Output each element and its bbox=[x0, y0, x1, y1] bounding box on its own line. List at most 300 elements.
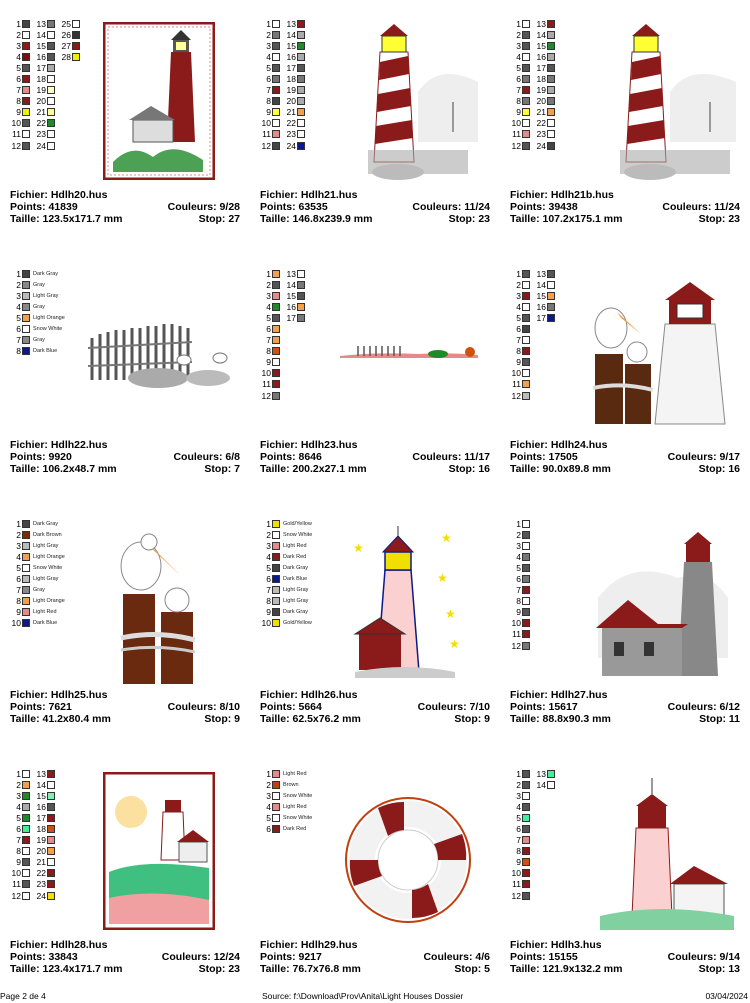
color-swatch bbox=[272, 119, 280, 127]
color-swatch bbox=[522, 642, 530, 650]
thread-index: 6 bbox=[266, 74, 271, 85]
file-name: Fichier: Hdlh21.hus bbox=[260, 189, 358, 201]
color-swatch bbox=[22, 336, 30, 344]
color-swatch bbox=[272, 542, 280, 550]
thread-color bbox=[10, 335, 65, 346]
thread-index: 10 bbox=[511, 118, 521, 129]
thread-color bbox=[35, 73, 55, 84]
thread-color bbox=[510, 618, 530, 629]
thread-color bbox=[10, 268, 65, 279]
color-swatch bbox=[522, 314, 530, 322]
thread-index: 17 bbox=[36, 62, 46, 73]
thread-index: 3 bbox=[16, 40, 21, 51]
svg-text:★: ★ bbox=[449, 637, 460, 651]
thread-color bbox=[510, 835, 530, 846]
color-swatch bbox=[272, 358, 280, 366]
thread-index: 4 bbox=[266, 801, 271, 812]
thread-color bbox=[35, 140, 55, 151]
design-info bbox=[10, 189, 240, 225]
color-swatch bbox=[272, 64, 280, 72]
design-info bbox=[10, 939, 240, 975]
thread-color bbox=[260, 357, 280, 368]
stop-count: Stop: 9 bbox=[204, 713, 240, 725]
thread-color bbox=[510, 812, 530, 823]
thread-color bbox=[10, 768, 30, 779]
thread-index: 15 bbox=[536, 40, 546, 51]
thread-index: 10 bbox=[261, 118, 271, 129]
color-swatch bbox=[522, 564, 530, 572]
color-swatch bbox=[22, 575, 30, 583]
thread-index: 14 bbox=[536, 779, 546, 790]
thread-index: 2 bbox=[16, 779, 21, 790]
thread-index: 1 bbox=[16, 768, 21, 779]
thread-color bbox=[510, 790, 530, 801]
color-swatch bbox=[72, 53, 80, 61]
thread-index: 8 bbox=[16, 96, 21, 107]
color-swatch bbox=[272, 292, 280, 300]
color-swatch bbox=[47, 770, 55, 778]
thread-color bbox=[60, 51, 80, 62]
thread-color bbox=[510, 379, 530, 390]
color-swatch bbox=[22, 814, 30, 822]
design-card-hdlh20 bbox=[0, 0, 250, 250]
color-swatch bbox=[522, 347, 530, 355]
file-name: Fichier: Hdlh25.hus bbox=[10, 689, 108, 701]
thread-color bbox=[285, 107, 305, 118]
stitch-points: Points: 5664 bbox=[260, 701, 322, 713]
color-swatch bbox=[22, 281, 30, 289]
color-swatch bbox=[522, 825, 530, 833]
thread-color bbox=[510, 529, 530, 540]
thread-index: 16 bbox=[286, 301, 296, 312]
color-count: Couleurs: 11/17 bbox=[412, 451, 490, 463]
thread-color bbox=[10, 140, 30, 151]
thread-color bbox=[10, 29, 30, 40]
thread-color bbox=[260, 290, 280, 301]
thread-color bbox=[10, 868, 30, 879]
color-swatch bbox=[22, 42, 30, 50]
color-swatch bbox=[522, 380, 530, 388]
source-path: Source: f:\Download\Prov\Anita\Light Houses Dossier bbox=[262, 991, 464, 1001]
thread-index: 20 bbox=[286, 96, 296, 107]
stop-count: Stop: 27 bbox=[198, 213, 240, 225]
color-swatch bbox=[22, 781, 30, 789]
thread-color bbox=[510, 268, 530, 279]
thread-index: 13 bbox=[36, 18, 46, 29]
file-name: Fichier: Hdlh27.hus bbox=[510, 689, 608, 701]
thread-color bbox=[260, 379, 280, 390]
thread-index: 13 bbox=[286, 18, 296, 29]
color-count: Couleurs: 6/12 bbox=[667, 701, 740, 713]
thread-color bbox=[510, 73, 530, 84]
thread-color bbox=[260, 346, 280, 357]
thread-name: Light Orange bbox=[33, 553, 65, 560]
thread-index: 28 bbox=[61, 51, 71, 62]
thread-index: 6 bbox=[516, 824, 521, 835]
color-swatch bbox=[522, 814, 530, 822]
thread-index: 6 bbox=[266, 824, 271, 835]
thread-color bbox=[35, 823, 55, 834]
thread-index: 13 bbox=[536, 268, 546, 279]
palette-column bbox=[285, 18, 305, 151]
thread-index: 19 bbox=[286, 85, 296, 96]
color-swatch bbox=[297, 281, 305, 289]
thread-index: 2 bbox=[266, 279, 271, 290]
thread-index: 21 bbox=[536, 107, 546, 118]
color-swatch bbox=[22, 20, 30, 28]
color-swatch bbox=[522, 892, 530, 900]
thread-color bbox=[10, 585, 65, 596]
thread-color bbox=[510, 846, 530, 857]
thread-index: 1 bbox=[16, 18, 21, 29]
thread-index: 3 bbox=[16, 790, 21, 801]
color-swatch bbox=[22, 142, 30, 150]
thread-index: 2 bbox=[16, 529, 21, 540]
thread-color bbox=[35, 879, 55, 890]
color-swatch bbox=[272, 270, 280, 278]
thread-name: Dark Brown bbox=[33, 531, 62, 538]
color-swatch bbox=[522, 281, 530, 289]
thread-name: Light Gray bbox=[33, 576, 59, 583]
color-swatch bbox=[22, 770, 30, 778]
thread-index: 6 bbox=[516, 574, 521, 585]
thread-index: 15 bbox=[286, 290, 296, 301]
color-swatch bbox=[522, 781, 530, 789]
design-size: Taille: 106.2x48.7 mm bbox=[10, 463, 117, 475]
stitch-points: Points: 15155 bbox=[510, 951, 578, 963]
design-preview-hdlh21b bbox=[610, 22, 740, 182]
thread-index: 19 bbox=[536, 85, 546, 96]
stop-count: Stop: 16 bbox=[448, 463, 490, 475]
color-swatch bbox=[522, 869, 530, 877]
thread-color bbox=[510, 290, 530, 301]
color-swatch bbox=[272, 86, 280, 94]
thread-index: 6 bbox=[516, 324, 521, 335]
thread-index: 6 bbox=[266, 574, 271, 585]
thread-color bbox=[35, 801, 55, 812]
design-preview-hdlh28 bbox=[103, 772, 215, 930]
thread-color bbox=[510, 390, 530, 401]
thread-index: 2 bbox=[516, 529, 521, 540]
palette-column bbox=[10, 268, 65, 357]
thread-index: 3 bbox=[516, 540, 521, 551]
thread-index: 9 bbox=[16, 607, 21, 618]
color-swatch bbox=[272, 792, 280, 800]
thread-index: 23 bbox=[536, 129, 546, 140]
thread-name: Light Red bbox=[33, 609, 57, 616]
palette-column bbox=[510, 18, 530, 151]
thread-index: 4 bbox=[516, 801, 521, 812]
thread-index: 3 bbox=[516, 40, 521, 51]
color-swatch bbox=[272, 575, 280, 583]
thread-color bbox=[60, 29, 80, 40]
thread-index: 5 bbox=[516, 62, 521, 73]
design-card-hdlh22 bbox=[0, 250, 250, 500]
thread-index: 7 bbox=[16, 335, 21, 346]
design-size: Taille: 123.4x171.7 mm bbox=[10, 963, 123, 975]
thread-color bbox=[10, 573, 65, 584]
thread-index: 1 bbox=[266, 518, 271, 529]
thread-index: 20 bbox=[536, 96, 546, 107]
thread-color bbox=[285, 18, 305, 29]
design-size: Taille: 123.5x171.7 mm bbox=[10, 213, 123, 225]
color-swatch bbox=[522, 803, 530, 811]
thread-color bbox=[260, 768, 312, 779]
color-swatch bbox=[22, 303, 30, 311]
color-swatch bbox=[22, 858, 30, 866]
thread-color bbox=[510, 879, 530, 890]
design-size: Taille: 146.8x239.9 mm bbox=[260, 213, 373, 225]
thread-color bbox=[10, 96, 30, 107]
thread-index: 5 bbox=[516, 312, 521, 323]
color-swatch bbox=[297, 20, 305, 28]
thread-color bbox=[285, 290, 305, 301]
color-swatch bbox=[272, 130, 280, 138]
design-info bbox=[260, 439, 490, 475]
color-swatch bbox=[522, 575, 530, 583]
thread-color bbox=[260, 823, 312, 834]
thread-index: 2 bbox=[266, 529, 271, 540]
color-swatch bbox=[72, 31, 80, 39]
file-name: Fichier: Hdlh28.hus bbox=[10, 939, 108, 951]
stitch-points: Points: 39438 bbox=[510, 201, 578, 213]
color-swatch bbox=[547, 303, 555, 311]
design-card-hdlh23 bbox=[250, 250, 500, 500]
file-name: Fichier: Hdlh29.hus bbox=[260, 939, 358, 951]
stitch-points: Points: 41839 bbox=[10, 201, 78, 213]
thread-color bbox=[510, 18, 530, 29]
design-card-hdlh24 bbox=[500, 250, 750, 500]
thread-index: 5 bbox=[266, 562, 271, 573]
thread-index: 11 bbox=[512, 879, 521, 890]
color-swatch bbox=[522, 42, 530, 50]
color-swatch bbox=[22, 531, 30, 539]
stop-count: Stop: 23 bbox=[698, 213, 740, 225]
thread-index: 13 bbox=[536, 768, 546, 779]
thread-index: 21 bbox=[36, 107, 46, 118]
thread-index: 5 bbox=[516, 812, 521, 823]
color-swatch bbox=[22, 836, 30, 844]
color-swatch bbox=[522, 86, 530, 94]
color-count: Couleurs: 9/14 bbox=[667, 951, 740, 963]
thread-name: Snow White bbox=[283, 792, 313, 799]
thread-index: 1 bbox=[266, 268, 271, 279]
thread-color bbox=[510, 868, 530, 879]
color-swatch bbox=[47, 42, 55, 50]
color-swatch bbox=[522, 292, 530, 300]
stitch-points: Points: 17505 bbox=[510, 451, 578, 463]
color-swatch bbox=[272, 564, 280, 572]
thread-color bbox=[60, 40, 80, 51]
color-swatch bbox=[272, 770, 280, 778]
color-swatch bbox=[22, 75, 30, 83]
color-swatch bbox=[272, 608, 280, 616]
color-swatch bbox=[522, 270, 530, 278]
thread-index: 5 bbox=[266, 312, 271, 323]
thread-index: 6 bbox=[16, 824, 21, 835]
color-swatch bbox=[547, 31, 555, 39]
color-swatch bbox=[547, 64, 555, 72]
design-preview-hdlh22 bbox=[88, 320, 238, 388]
thread-index: 11 bbox=[262, 379, 271, 390]
color-swatch bbox=[522, 31, 530, 39]
stitch-points: Points: 7621 bbox=[10, 701, 72, 713]
color-swatch bbox=[297, 75, 305, 83]
color-swatch bbox=[22, 597, 30, 605]
color-swatch bbox=[47, 781, 55, 789]
thread-index: 24 bbox=[36, 140, 46, 151]
thread-color bbox=[285, 140, 305, 151]
color-swatch bbox=[22, 130, 30, 138]
thread-index: 6 bbox=[16, 74, 21, 85]
thread-color bbox=[535, 290, 555, 301]
page-footer bbox=[0, 990, 750, 1003]
thread-index: 8 bbox=[266, 596, 271, 607]
color-swatch bbox=[272, 108, 280, 116]
thread-color bbox=[535, 40, 555, 51]
thread-index: 5 bbox=[16, 62, 21, 73]
thread-index: 8 bbox=[516, 596, 521, 607]
color-swatch bbox=[22, 792, 30, 800]
color-swatch bbox=[272, 281, 280, 289]
color-swatch bbox=[522, 608, 530, 616]
thread-index: 17 bbox=[536, 312, 546, 323]
thread-name: Light Gray bbox=[283, 598, 309, 605]
thread-color bbox=[60, 18, 80, 29]
file-name: Fichier: Hdlh26.hus bbox=[260, 689, 358, 701]
file-name: Fichier: Hdlh21b.hus bbox=[510, 189, 614, 201]
thread-color bbox=[510, 368, 530, 379]
design-preview-hdlh21 bbox=[358, 22, 480, 182]
color-swatch bbox=[547, 781, 555, 789]
thread-index: 20 bbox=[36, 96, 46, 107]
color-swatch bbox=[22, 108, 30, 116]
thread-index: 7 bbox=[266, 585, 271, 596]
color-swatch bbox=[522, 792, 530, 800]
stop-count: Stop: 23 bbox=[448, 213, 490, 225]
thread-color bbox=[35, 790, 55, 801]
palette-column bbox=[260, 768, 312, 835]
color-swatch bbox=[272, 369, 280, 377]
thread-color bbox=[260, 573, 312, 584]
thread-color bbox=[10, 540, 65, 551]
thread-index: 12 bbox=[511, 640, 521, 651]
thread-color bbox=[10, 312, 65, 323]
color-swatch bbox=[47, 75, 55, 83]
thread-index: 11 bbox=[12, 879, 21, 890]
thread-color bbox=[10, 562, 65, 573]
thread-index: 1 bbox=[16, 518, 21, 529]
thread-color bbox=[285, 312, 305, 323]
thread-name: Gold/Yellow bbox=[283, 520, 312, 527]
color-swatch bbox=[522, 303, 530, 311]
thread-color bbox=[285, 268, 305, 279]
thread-index: 11 bbox=[512, 129, 521, 140]
thread-name: Dark Blue bbox=[33, 620, 58, 627]
thread-color bbox=[535, 268, 555, 279]
thread-index: 26 bbox=[61, 29, 71, 40]
thread-index: 11 bbox=[262, 129, 271, 140]
thread-index: 3 bbox=[266, 290, 271, 301]
thread-index: 1 bbox=[266, 768, 271, 779]
thread-index: 8 bbox=[266, 346, 271, 357]
design-preview-hdlh25 bbox=[115, 520, 205, 685]
thread-index: 4 bbox=[516, 51, 521, 62]
print-date: 03/04/2024 bbox=[705, 991, 748, 1001]
design-info bbox=[510, 689, 740, 725]
color-swatch bbox=[522, 880, 530, 888]
thread-color bbox=[535, 779, 555, 790]
thread-color bbox=[10, 812, 30, 823]
thread-color bbox=[510, 323, 530, 334]
thread-color bbox=[285, 96, 305, 107]
color-count: Couleurs: 6/8 bbox=[173, 451, 240, 463]
color-swatch bbox=[297, 108, 305, 116]
design-preview-hdlh20 bbox=[103, 22, 215, 180]
thread-index: 22 bbox=[286, 118, 296, 129]
thread-color bbox=[10, 301, 65, 312]
color-count: Couleurs: 4/6 bbox=[423, 951, 490, 963]
thread-name: Dark Gray bbox=[33, 270, 59, 277]
color-swatch bbox=[22, 542, 30, 550]
design-size: Taille: 107.2x175.1 mm bbox=[510, 213, 623, 225]
color-count: Couleurs: 9/17 bbox=[667, 451, 740, 463]
thread-color bbox=[260, 607, 312, 618]
thread-name: Dark Gray bbox=[283, 564, 309, 571]
thread-index: 2 bbox=[516, 29, 521, 40]
thread-color bbox=[260, 323, 280, 334]
thread-color bbox=[510, 607, 530, 618]
color-swatch bbox=[272, 142, 280, 150]
palette-column bbox=[10, 768, 30, 901]
color-count: Couleurs: 12/24 bbox=[161, 951, 240, 963]
thread-index: 2 bbox=[16, 29, 21, 40]
thread-color bbox=[10, 118, 30, 129]
color-swatch bbox=[47, 892, 55, 900]
design-preview-hdlh3 bbox=[590, 776, 740, 932]
thread-color bbox=[260, 129, 280, 140]
thread-color bbox=[285, 301, 305, 312]
thread-color bbox=[535, 18, 555, 29]
file-name: Fichier: Hdlh24.hus bbox=[510, 439, 608, 451]
color-swatch bbox=[522, 836, 530, 844]
thread-index: 3 bbox=[266, 40, 271, 51]
thread-index: 7 bbox=[266, 85, 271, 96]
stitch-points: Points: 63535 bbox=[260, 201, 328, 213]
thread-color bbox=[260, 279, 280, 290]
thread-index: 6 bbox=[16, 574, 21, 585]
color-swatch bbox=[47, 825, 55, 833]
thread-index: 14 bbox=[536, 279, 546, 290]
thread-index: 25 bbox=[61, 18, 71, 29]
thread-color bbox=[35, 118, 55, 129]
color-swatch bbox=[547, 108, 555, 116]
thread-color bbox=[285, 118, 305, 129]
thread-index: 14 bbox=[286, 29, 296, 40]
thread-name: Snow White bbox=[33, 564, 63, 571]
color-swatch bbox=[22, 847, 30, 855]
thread-color bbox=[35, 812, 55, 823]
color-swatch bbox=[272, 392, 280, 400]
thread-index: 6 bbox=[516, 74, 521, 85]
color-swatch bbox=[522, 20, 530, 28]
thread-color bbox=[510, 890, 530, 901]
color-count: Couleurs: 11/24 bbox=[662, 201, 740, 213]
thread-index: 17 bbox=[536, 62, 546, 73]
thread-index: 9 bbox=[516, 857, 521, 868]
thread-index: 3 bbox=[16, 540, 21, 551]
thread-color bbox=[510, 585, 530, 596]
